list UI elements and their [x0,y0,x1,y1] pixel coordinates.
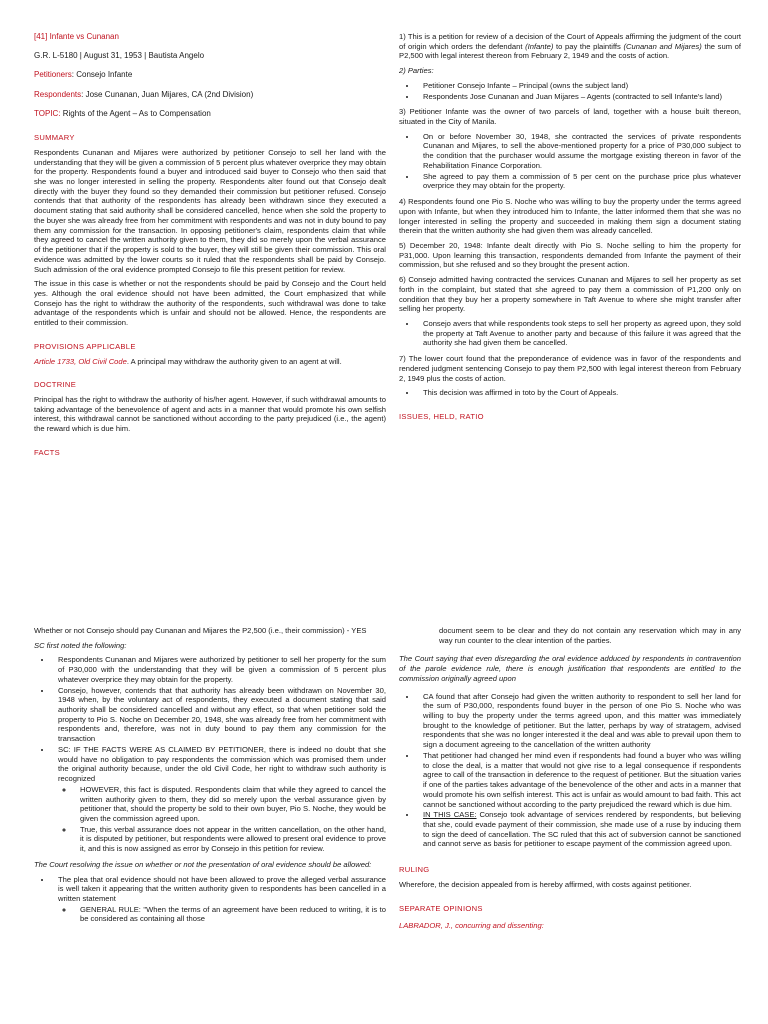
doctrine-header: DOCTRINE [34,380,77,390]
list-item: • This decision was affirmed in toto by the Court of Appeals. [417,388,741,398]
sub-list [58,905,386,924]
provision-text: . A principal may withdraw the authority given to an agent at will. [126,356,342,366]
fact-6-list [399,319,741,348]
court-saying-list [399,692,741,850]
left-column [34,626,386,930]
fact-1-c: to pay the plaintiffs [553,41,624,51]
summary-paragraph-1: Respondents Cunanan and Mijares were authorized by petitioner Consejo to sell her land with the understanding that they will be given a commission of 5 percent plus whatever overprice they may obtain for the property. Respondents found a buyer and introduced said buyer to Consejo who then said that she was no longer interested in selling the property. Respondents alter found out that Consejo dealt directly with the buyer they found so they demanded their commission but petitioner refused. Consejo contends that that authority of the respondents has already been withdrawn since they executed a document stating that said authority shall be considered cancelled, hence when she sold the property to the buyer she was already free from her commitment with respondents and was not in duty bound to pay them any commission for the transaction. In opposing petitioner's claim, respondents claim that while they agreed to cancel the written authority given to them, they did so merely upon the verbal assurance of the petitioner that if the property is sold to the buyer, they will still be given their commission. This oral evidence was admitted by the lower courts so it ruled that the respondents shall be paid by Consejo. Such admission of the oral evidence prompted Consejo to file this present petition for review. [34,147,386,274]
issue-text: Whether or not Consejo should pay Cunanan and Mijares the P2,500 (i.e., their commission) - YES [34,626,367,635]
respondents-value: : Jose Cunanan, Juan Mijares, CA (2nd Division) [81,89,254,99]
list-item: • Consejo, however, contends that that authority has already been withdrawn on November 30, 1948 when, by the voluntary act of respondents, they executed a document stating that said authority shall be considered cancelled and without any effect, so that when petitioner sold the property to Pio S. Noche on December 20, 1948, she was already free from her commitment with respondents and, therefore, was not in duty bound to pay them any commission for the transaction [52,686,386,744]
list-item [52,745,386,854]
petitioners-line [34,70,386,80]
fact-3-list [399,132,741,191]
list-item-text: SC: IF THE FACTS WERE AS CLAIMED BY PETITIONER, there is indeed no doubt that she would have no obligation to pay respondents the commission which was promised them under the original authority because, under the old Civil Code, her right to withdraw such authority is recognized [58,744,386,784]
court-saying: The Court saying that even disregarding the oral evidence adduced by respondents in contravention of the parole evidence rule, there is enough justification that respondents are entitled to the commission originally agreed upon [399,654,741,683]
topic-value: Rights of the Agent – As to Compensation [60,108,211,118]
sub-list-item: ◦ True, this verbal assurance does not appear in the written cancellation, on the other hand, it is disputed by petitioner, but respondents were allowed to present oral evidence to prove it, and this is now assigned as error by Consejo in this petition for review. [74,825,386,854]
fact-7-list [399,388,741,398]
doctrine-text: Principal has the right to withdraw the authority of his/her agent. However, if such withdrawal amounts to taking advantage of the benevolence of agent and acts in a manner that would promote his own selfish interest, this withdrawal cannot be sanctioned without according to the party prejudiced (i.e., the agent) the reward which is due him. [34,394,386,434]
fact-4: 4) Respondents found one Pio S. Noche who was willing to buy the property under the terms agreed upon with Infante, but when they introduced him to Infante, the latter informed them that she was no longer interested in selling the property and succeeded in making them sign a document stating therein that the written authority she had given them was already cancelled. [399,197,741,236]
sub-list-item: ◦ GENERAL RULE: "When the terms of an agreement have been reduced to writing, it is to be considered as containing all those [74,905,386,924]
topic-label: TOPIC: [34,108,61,118]
plea-list [34,875,386,925]
continued-text: document seem to be clear and they do not contain any reservation which may in any way run counter to the clear intention of the parties. [439,626,741,645]
list-item: • On or before November 30, 1948, she contracted the services of private respondents Cunanan and Mijares, to sell the above-mentioned property for a price of P30,000 subject to the condition that the purchaser would assume the mortgage existing thereon in favor of the Rehabilitation Finance Corporation. [417,132,741,171]
in-this-case-text: Consejo took advantage of services rendered by respondents, but believing that she, could evade payment of their commission, she made use of a ruse by inducing them to sign the deed of cancellation. The SC ruled that this act of subversion cannot be sanctioned and cannot serve as basis for petitioner to escape payment of the commission agreed upon. [423,810,741,849]
fact-1 [399,32,741,61]
fact-5: 5) December 20, 1948: Infante dealt directly with Pio S. Noche selling to him the property for P31,000. Upon learning this transaction, respondents demanded from Infante the payment of their commission, but she refused and so they brought the present action. [399,240,741,270]
right-column [399,626,741,936]
sc-noted: SC first noted the following: [34,640,127,650]
case-title [34,32,386,42]
fact-1-a: 1) This is a petition for review of a decision of the Court of Appeals affirming the judgment of the court of origin which orders the defendant [399,32,741,51]
respondents-line [34,90,386,100]
list-item [417,810,741,849]
document-page-2 [0,612,768,1024]
ruling-header: RULING [399,865,430,875]
parties-list [399,81,741,101]
labrador-opinion: LABRADOR, J., concurring and dissenting: [399,921,544,931]
topic-line [34,109,386,119]
facts-header: FACTS [34,447,60,457]
provisions-header: PROVISIONS APPLICABLE [34,341,136,351]
list-item [52,875,386,925]
list-item: • Petitioner Consejo Infante – Principal (owns the subject land) [417,81,741,91]
summary-header: SUMMARY [34,133,75,143]
fact-3: 3) Petitioner Infante was the owner of two parcels of land, together with a house built thereon, situated in the City of Manila. [399,107,741,127]
in-this-case-label: IN THIS CASE: [423,810,477,820]
provision-paragraph [34,357,386,367]
court-resolving: The Court resolving the issue on whether or not the presentation of oral evidence should be allowed: [34,859,372,869]
ruling-text: Wherefore, the decision appealed from is hereby affirmed, with costs against petitioner. [399,879,692,889]
list-item: • Respondents Jose Cunanan and Juan Mijares – Agents (contracted to sell Infante's land) [417,92,741,102]
list-item: • She agreed to pay them a commission of 5 per cent on the purchase price plus whatever overprice they may obtain for the property. [417,172,741,191]
separate-opinions-header: SEPARATE OPINIONS [399,903,483,913]
respondents-label: Respondents [34,89,82,99]
list-item: • That petitioner had changed her mind even if respondents had found a buyer who was willing to close the deal, is a matter that would not give rise to a legal consequence if respondents agree to call of the transaction in deference to the request of petitioner. But the situation varies if one of the parties takes advantage of the benevolence of the other and acts in a manner that would promote his own selfish interest. This act is unfair as would amount to bad faith. This act cannot be sanctioned without according to the party prejudiced the reward which is due him. [417,751,741,809]
list-item: • Consejo avers that while respondents took steps to sell her property as agreed upon, they sold the property at Taft Avenue to another party and because of this failure it was agreed that the authority she had given them be cancelled. [417,319,741,348]
sub-list [58,785,386,854]
petitioners-label: Petitioners [34,70,72,80]
page-gap [0,582,768,612]
case-citation: G.R. L-5180 | August 31, 1953 | Bautista Angelo [34,51,205,61]
fact-1-e: the sum of P2,500 with legal interest thereon from February 2, 1949 and the costs of action. [399,41,741,61]
fact-1-b: (Infante) [525,41,554,51]
issues-header: ISSUES, HELD, RATIO [399,412,484,421]
case-title-text: [41] Infante vs Cunanan [34,32,119,41]
fact-1-d: (Cunanan and Mijares) [623,41,702,51]
fact-7: 7) The lower court found that the preponderance of evidence was in favor of the respondents and rendered judgment sentencing Consejo to pay them P2,500 with legal interest thereon from February 2, 1949 plus the costs of action. [399,354,741,383]
petitioners-value: : Consejo Infante [71,70,133,80]
sub-list-item: ◦ HOWEVER, this fact is disputed. Respondents claim that while they agreed to cancel the written authority given to them, they did so merely upon the verbal assurance given by petitioner that, should the property be sold to their own buyer, Pio S. Noche, they would be given the commission agreed upon. [74,785,386,824]
right-column [399,32,741,427]
fact-6: 6) Consejo admitted having contracted the services Cunanan and Mijares to sell her property as set forth in the complaint, but stated that she agreed to pay them a commission of P1,200 only on condition that they buy her a property somewhere in Taft Avenue to where she might transfer after selling her property. [399,275,741,314]
list-item: • Respondents Cunanan and Mijares were authorized by petitioner to sell her property for the sum of P30,000 with the understanding that they will be given a commission of 5 percent plus whatever overprice they may obtain for the property. [52,655,386,684]
sc-noted-list [34,655,386,853]
provision-article: Article 1733, Old Civil Code [34,356,127,366]
list-item-text: The plea that oral evidence should not have been allowed to prove the alleged verbal assurance is well taken it appearing that the written authority given to respondents has been cancelled in a written statement [58,874,386,903]
list-item: • CA found that after Consejo had given the written authority to respondent to sell her land for the sum of P30,000, respondents found buyer in the person of one Pio S. Noche who was willing to buy the property under the terms agreed upon, and this matter was immediately brought to the knowledge of petitioner. But the latter, perhaps by way of stratagem, advised respondents that she was no longer interested it the deal and was able to prevail upon them to sign a document agreeing to the cancellation of the written authority [417,692,741,750]
summary-paragraph-2: The issue in this case is whether or not the respondents should be paid by Consejo and the Court held yes. Although the oral evidence should not have been admitted, the Court emphasized that while Consejo has the right to withdraw the authority of the respondents, such withdrawal was done to take advantage of the respondents which is unfair and should not be allowed. Hence, the respondents are entitled to their commission. [34,279,386,328]
fact-2: 2) Parties: [399,66,434,76]
left-column [34,32,386,463]
